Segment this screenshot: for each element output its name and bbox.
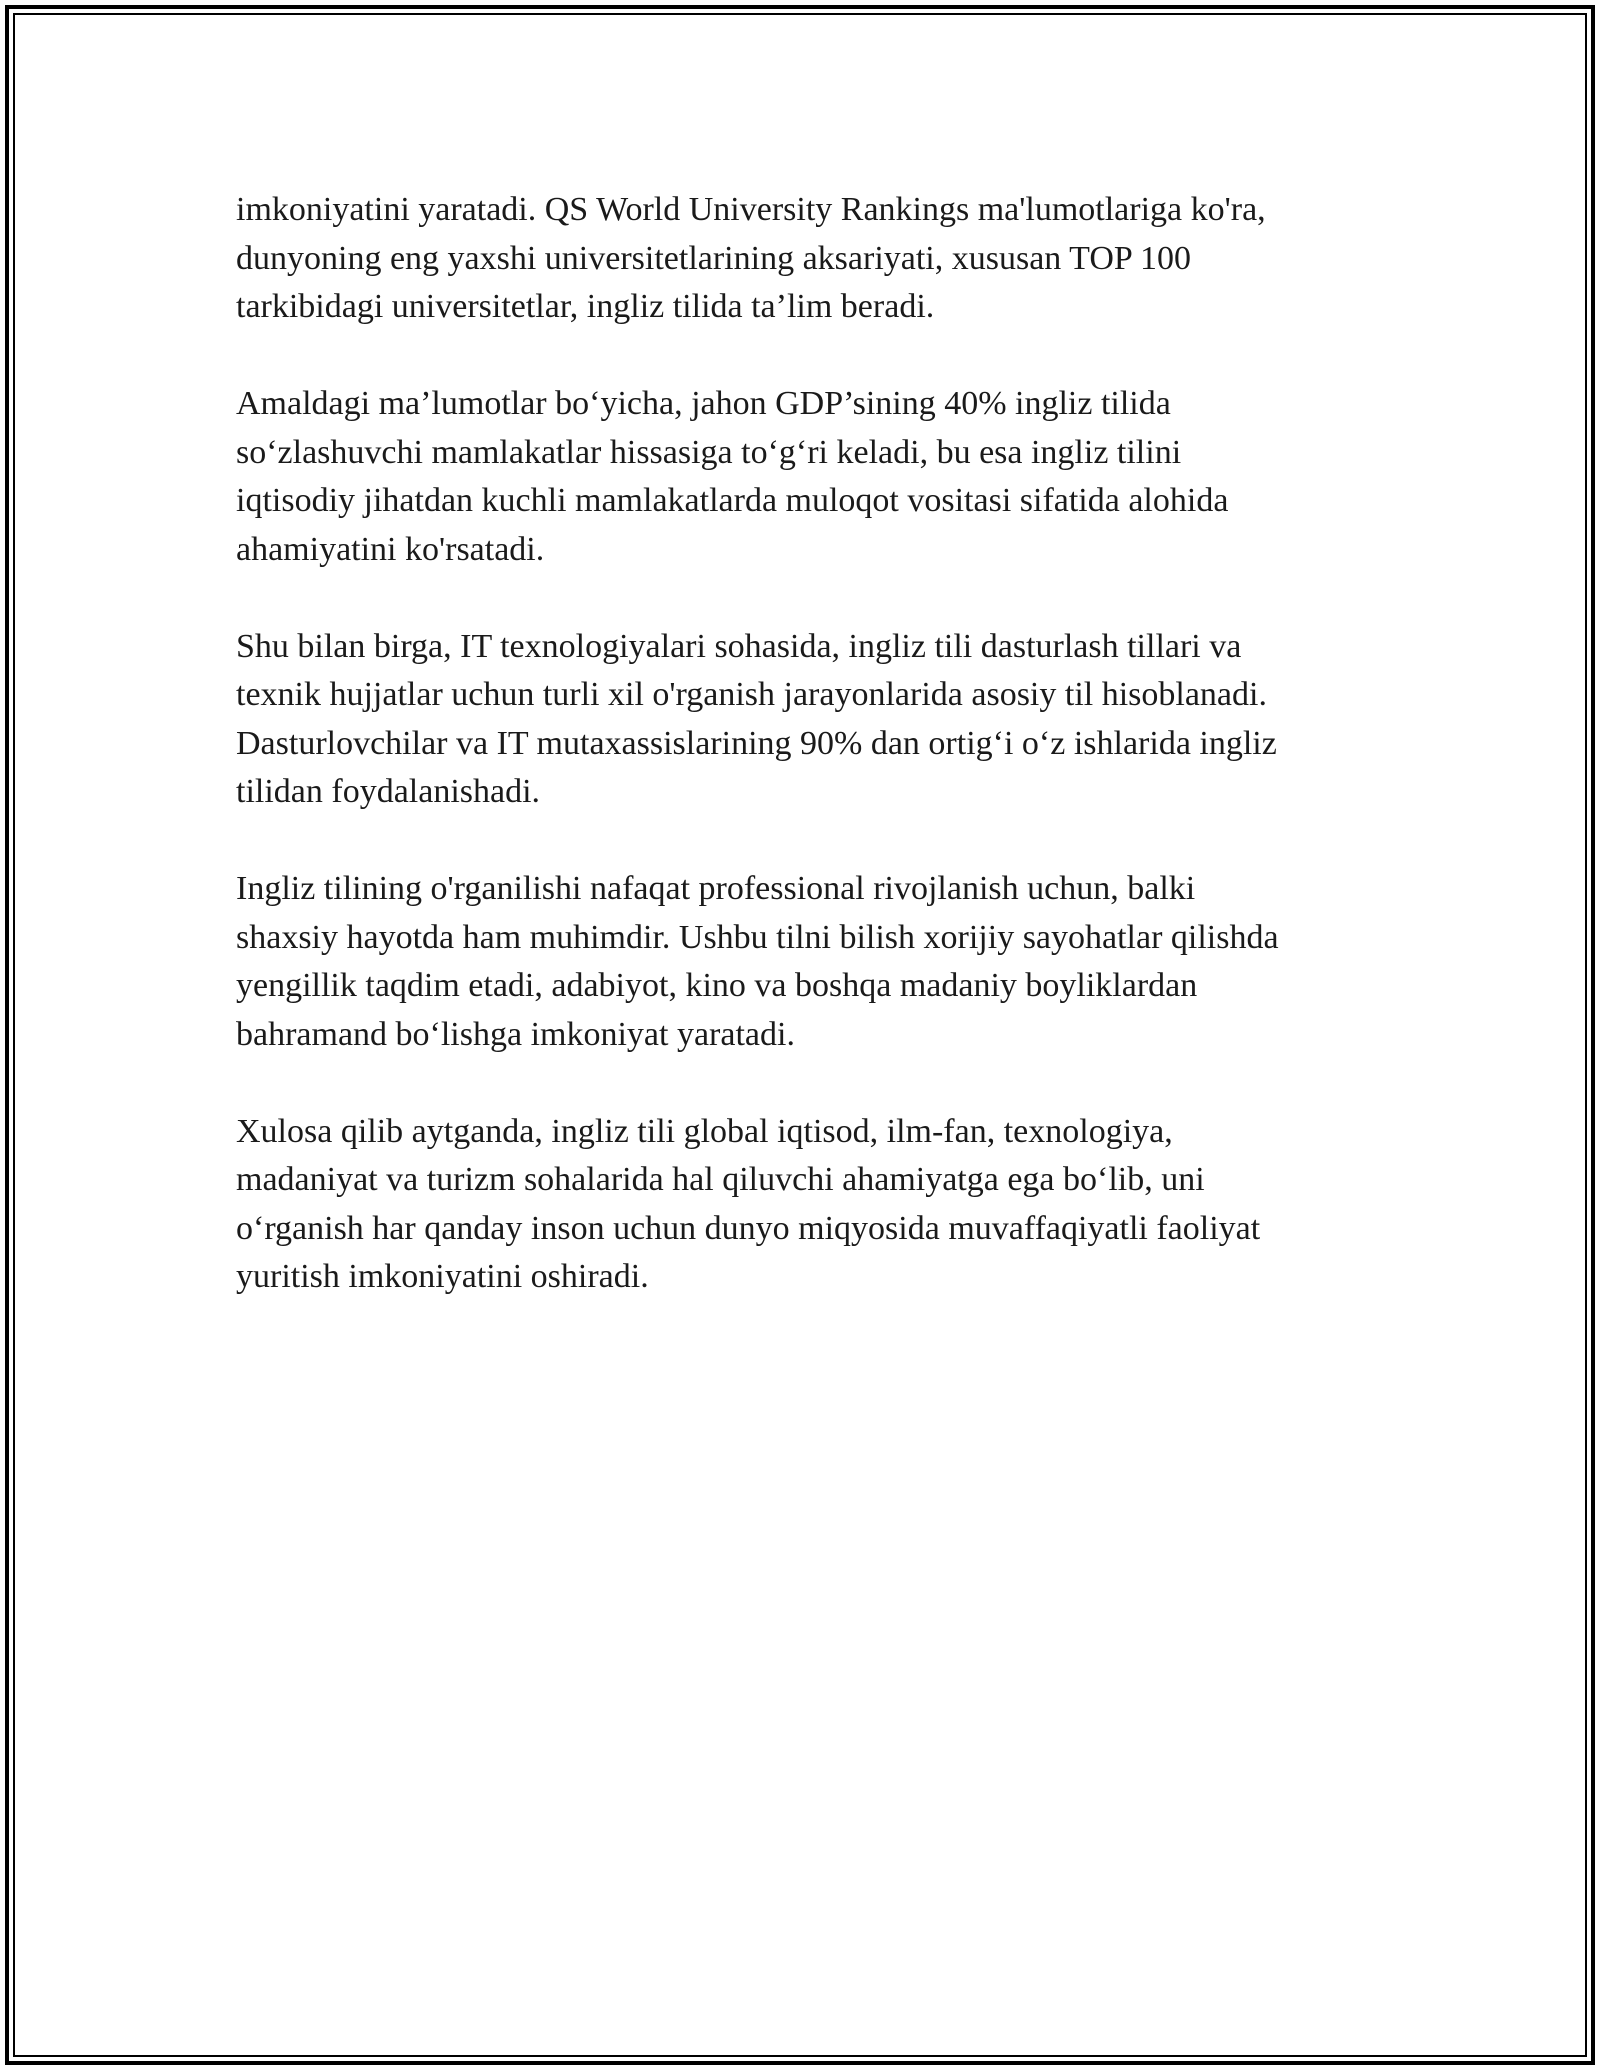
text-line: so‘zlashuvchi mamlakatlar hissasiga to‘g‘ri keladi, bu esa ingliz tilini [236,433,1182,471]
text-line: madaniyat va turizm sohalarida hal qiluvchi ahamiyatga ega bo‘lib, uni [236,1161,1205,1198]
paragraph-5 [236,1108,1376,1302]
text-line: ahamiyatini ko'rsatadi. [236,530,545,568]
paragraph-2 [236,380,1376,574]
text-line: texnik hujjatlar uchun turli xil o'rganish jarayonlarida asosiy til hisoblanadi. [236,676,1267,713]
text-line: yengillik taqdim etadi, adabiyot, kino va boshqa madaniy boyliklardan [236,967,1198,1004]
text-line: Ingliz tilining o'rganilishi nafaqat professional rivojlanish uchun, balki [236,870,1196,907]
text-line: o‘rganish har qanday inson uchun dunyo miqyosida muvaffaqiyatli faoliyat [236,1209,1261,1247]
text-line: iqtisodiy jihatdan kuchli mamlakatlarda muloqot vositasi sifatida alohida [236,482,1229,519]
paragraph-3 [236,623,1376,817]
text-line: imkoniyatini yaratadi. QS World University Rankings ma'lumotlariga ko'ra, [236,191,1266,228]
text-line: Dasturlovchilar va IT mutaxassislarining 90% dan ortig‘i o‘z ishlarida ingliz [236,724,1277,762]
text-line: shaxsiy hayotda ham muhimdir. Ushbu tilni bilish xorijiy sayohatlar qilishda [236,918,1279,956]
text-line: bahramand bo‘lishga imkoniyat yaratadi. [236,1015,795,1053]
paragraph-4 [236,865,1376,1059]
text-line: yuritish imkoniyatini oshiradi. [236,1258,649,1295]
text-line: Amaldagi ma’lumotlar bo‘yicha, jahon GDP’sining 40% ingliz tilida [236,385,1171,422]
text-line: tilidan foydalanishadi. [236,773,541,810]
paragraph-1 [236,186,1376,332]
text-line: tarkibidagi universitetlar, ingliz tilida ta’lim beradi. [236,288,935,325]
text-line: Shu bilan birga, IT texnologiyalari sohasida, ingliz tili dasturlash tillari va [236,627,1242,665]
document-body [236,186,1376,1350]
text-line: dunyoning eng yaxshi universitetlarining aksariyati, xususan TOP 100 [236,239,1192,277]
text-line: Xulosa qilib aytganda, ingliz tili global iqtisod, ilm-fan, texnologiya, [236,1112,1173,1150]
